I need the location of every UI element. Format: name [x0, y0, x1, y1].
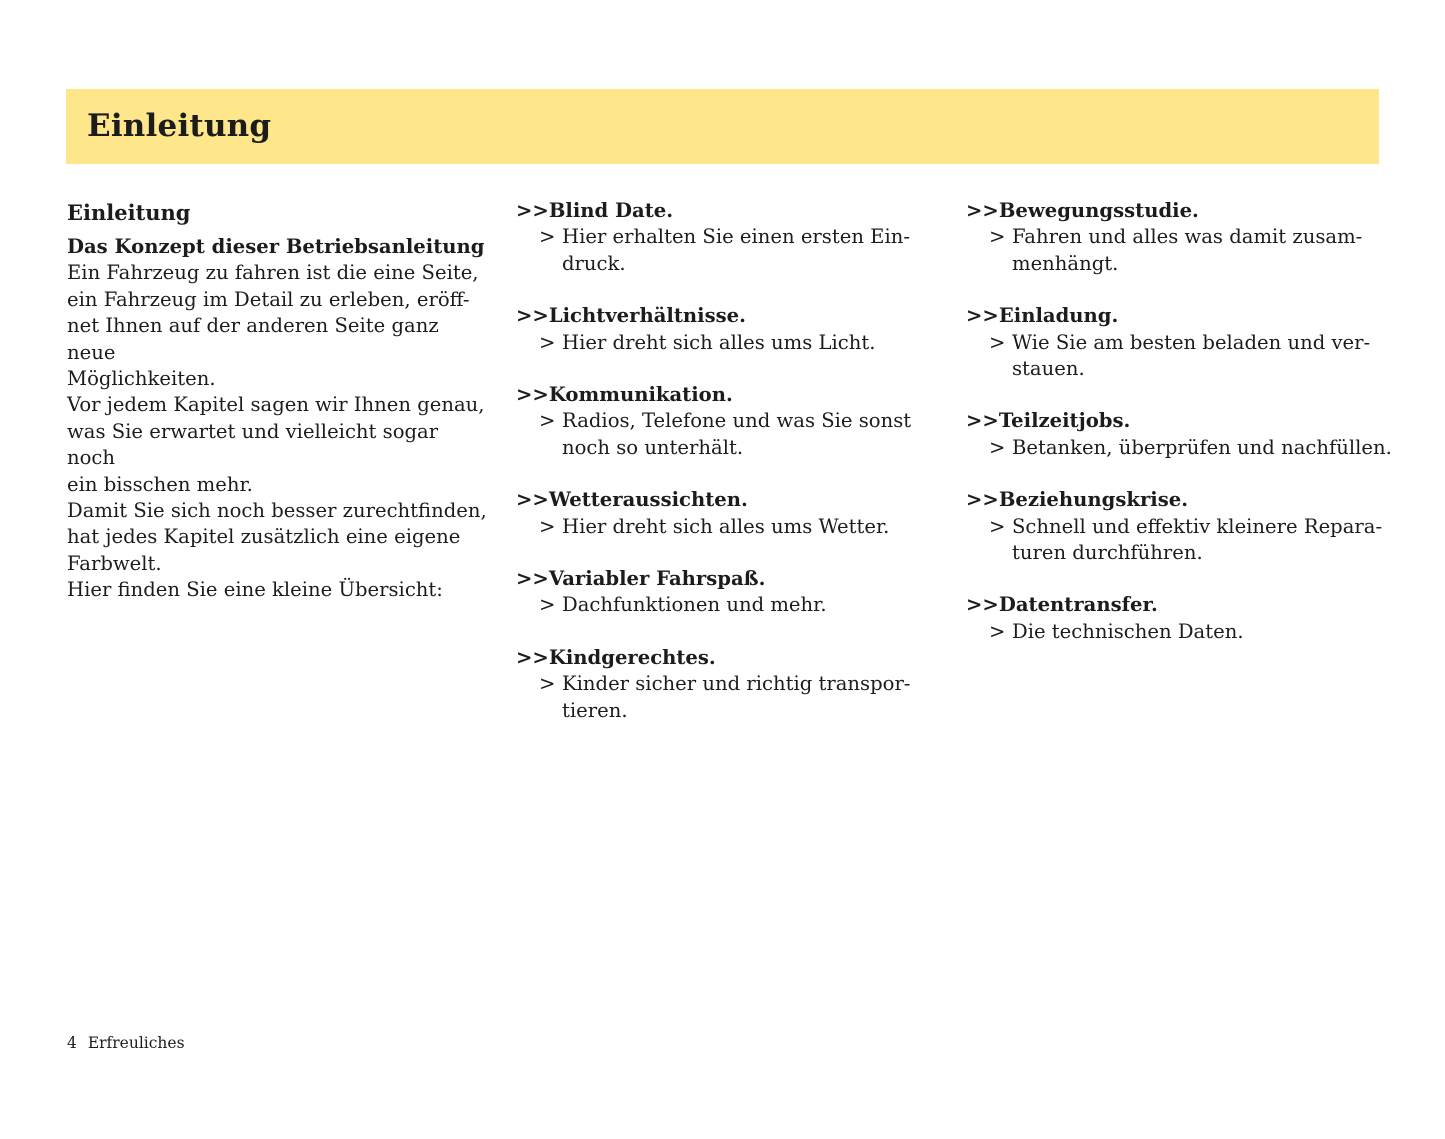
chapter-entry-beziehungskrise: [966, 487, 1396, 566]
chapter-entry-title: >>Teilzeitjobs.: [966, 409, 1131, 433]
arrow-marker-icon: >: [539, 409, 556, 433]
arrow-marker-icon: >: [989, 225, 1006, 249]
arrow-marker-icon: >: [539, 330, 556, 354]
chapter-entry-description: Kinder sicher und richtig transpor- tieren.: [562, 672, 911, 722]
chapter-entry-title: >>Datentransfer.: [966, 593, 1158, 617]
intro-paragraph: Ein Fahrzeug zu fahren ist die eine Seite, ein Fahrzeug im Detail zu erleben, eröff- net Ihnen auf der anderen Seite ganz neue Möglichkeiten.: [67, 261, 479, 391]
chapter-entry-description: Hier erhalten Sie einen ersten Ein- druck.: [562, 225, 910, 275]
chapter-entry-title: >>Kommunikation.: [516, 383, 733, 407]
arrow-marker-icon: >: [989, 514, 1006, 538]
chapter-entry-description: Schnell und effektiv kleinere Repara- turen durchführen.: [1012, 514, 1383, 565]
page-number: 4: [67, 1034, 77, 1052]
chapter-title: Einleitung: [87, 108, 272, 144]
chapter-entry-title: >>Lichtverhältnisse.: [516, 304, 746, 328]
chapter-entry-description: Wie Sie am besten beladen und ver- stauen.: [1012, 330, 1371, 381]
chapter-entry-wetteraussichten: [516, 487, 946, 540]
chapter-entry-teilzeitjobs: [966, 408, 1396, 461]
chapter-entry-description: Fahren und alles was damit zusam- menhängt.: [1012, 225, 1363, 275]
arrow-marker-icon: >: [539, 225, 556, 249]
chapter-entry-description: Betanken, überprüfen und nachfüllen.: [1012, 435, 1392, 459]
chapter-entry-description: Die technischen Daten.: [1012, 619, 1244, 643]
chapter-entry-kommunikation: [516, 382, 946, 461]
chapter-entry-description: Hier dreht sich alles ums Licht.: [562, 330, 876, 354]
intro-column: [67, 198, 487, 604]
intro-paragraph: Vor jedem Kapitel sagen wir Ihnen genau, was Sie erwartet und vielleicht sogar noch ein bisschen mehr.: [67, 393, 485, 496]
intro-paragraph: Damit Sie sich noch besser zurechtfinden, hat jedes Kapitel zusätzlich eine eigene Farbwelt.: [67, 499, 487, 575]
chapter-list-right: [966, 198, 1396, 671]
intro-subheading: Das Konzept dieser Betriebsanleitung: [67, 235, 485, 258]
footer-section-name: Erfreuliches: [87, 1034, 185, 1052]
chapter-entry-title: >>Beziehungskrise.: [966, 488, 1189, 512]
arrow-marker-icon: >: [539, 514, 556, 538]
chapter-entry-title: >>Blind Date.: [516, 199, 674, 222]
page-footer: [67, 1033, 185, 1053]
chapter-entry-description: Dachfunktionen und mehr.: [562, 593, 827, 617]
chapter-entry-blind-date: [516, 198, 946, 277]
chapter-entry-title: >>Wetteraussichten.: [516, 488, 748, 512]
intro-paragraph: Hier finden Sie eine kleine Übersicht:: [67, 578, 443, 602]
chapter-banner: [66, 89, 1379, 164]
chapter-entry-bewegungsstudie: [966, 198, 1396, 277]
chapter-entry-datentransfer: [966, 592, 1396, 645]
arrow-marker-icon: >: [539, 672, 556, 696]
chapter-entry-title: >>Kindgerechtes.: [516, 645, 716, 669]
chapter-entry-kindgerechtes: [516, 645, 946, 724]
chapter-entry-lichtverhaeltnisse: [516, 303, 946, 356]
arrow-marker-icon: >: [539, 593, 556, 617]
chapter-entry-variabler-fahrspass: [516, 566, 946, 619]
chapter-list-middle: [516, 198, 946, 750]
chapter-entry-description: Radios, Telefone und was Sie sonst noch so unterhält.: [562, 409, 912, 459]
chapter-entry-einladung: [966, 303, 1396, 382]
arrow-marker-icon: >: [989, 435, 1006, 459]
chapter-entry-description: Hier dreht sich alles ums Wetter.: [562, 514, 890, 538]
chapter-entry-title: >>Variabler Fahrspaß.: [516, 567, 766, 591]
arrow-marker-icon: >: [989, 330, 1006, 354]
arrow-marker-icon: >: [989, 619, 1006, 643]
chapter-entry-title: >>Bewegungsstudie.: [966, 199, 1199, 222]
intro-heading: Einleitung: [67, 200, 191, 225]
chapter-entry-title: >>Einladung.: [966, 304, 1119, 328]
